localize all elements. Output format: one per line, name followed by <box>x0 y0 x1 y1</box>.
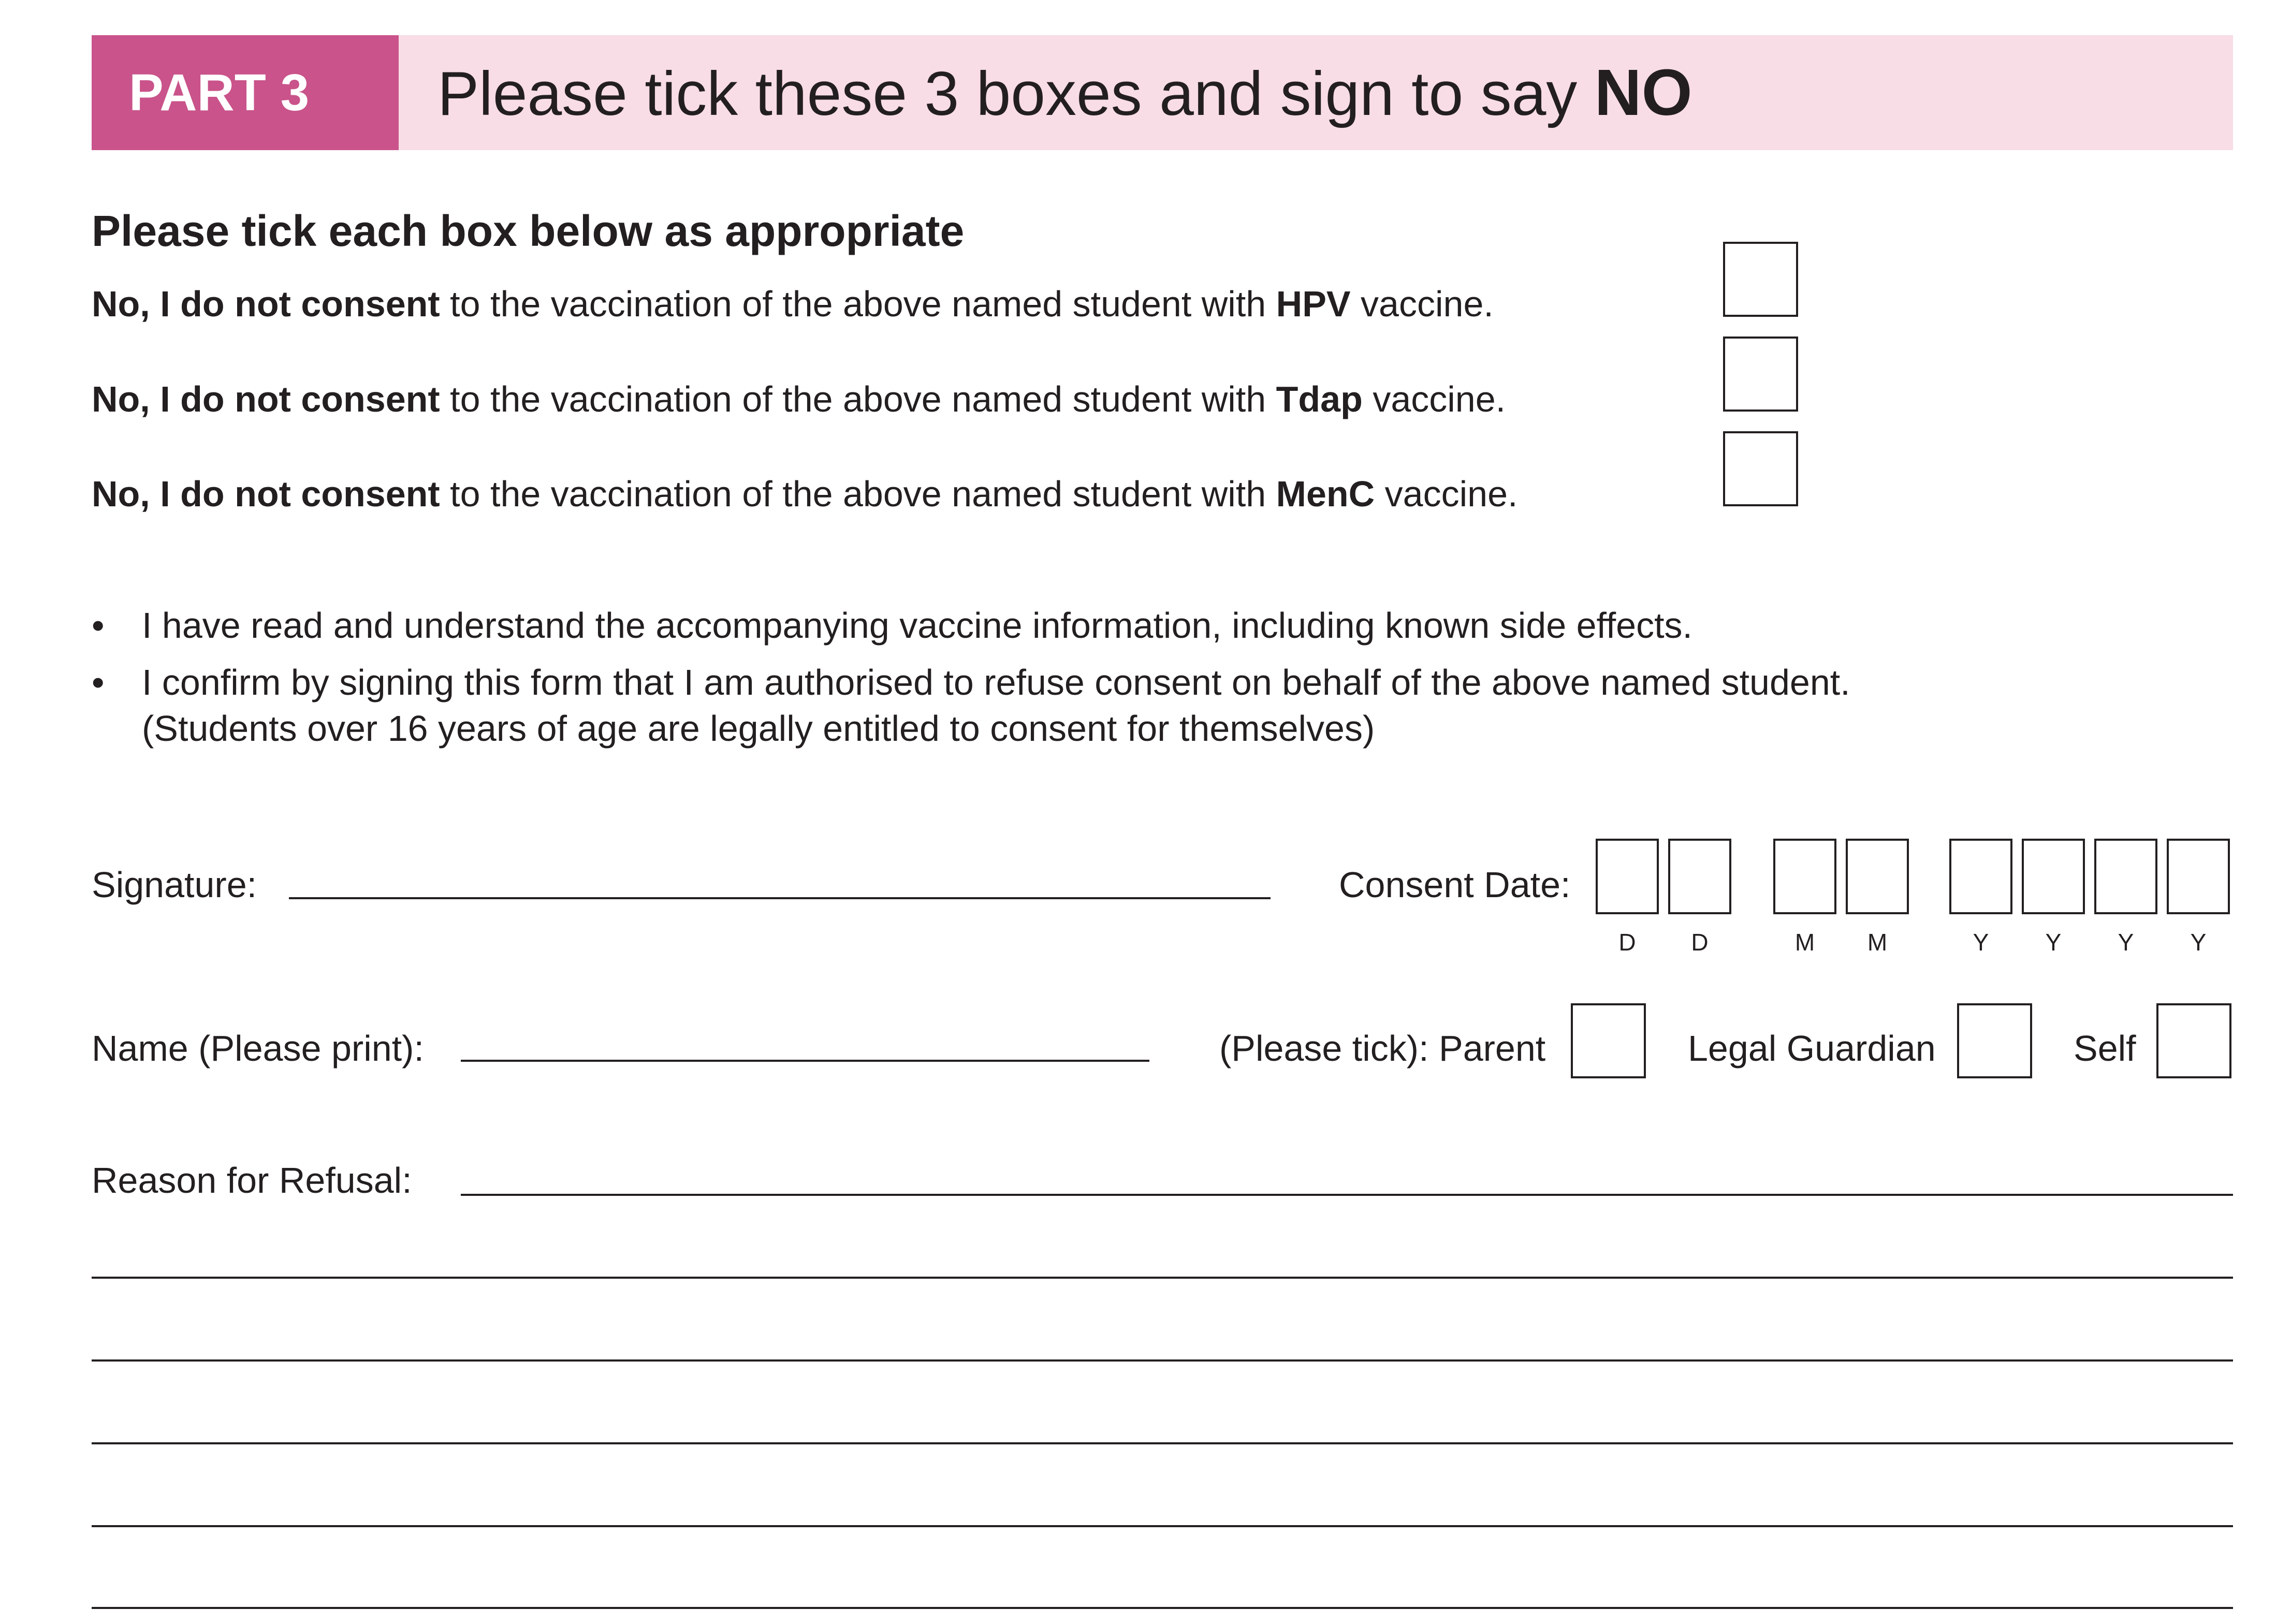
name-line[interactable] <box>461 1060 1149 1062</box>
bullet-text: I have read and understand the accompanying vaccine information, including known side effects. <box>142 605 1692 646</box>
consent-prefix: No, I do not consent <box>92 379 440 419</box>
date-letter-m1: M <box>1794 929 1815 956</box>
legal-guardian-checkbox[interactable] <box>1957 1003 2032 1078</box>
name-label: Name (Please print): <box>92 1028 424 1069</box>
consent-vaccine: Tdap <box>1276 379 1363 419</box>
date-letter-y1: Y <box>1973 929 1989 956</box>
date-year-4-box[interactable] <box>2167 839 2230 914</box>
consent-prefix: No, I do not consent <box>92 474 440 514</box>
consent-suffix: vaccine. <box>1375 474 1518 514</box>
consent-vaccine: HPV <box>1276 284 1351 324</box>
date-month-2-box[interactable] <box>1846 839 1909 914</box>
date-month-1-box[interactable] <box>1773 839 1836 914</box>
consent-middle: to the vaccination of the above named student with <box>440 379 1276 419</box>
header-title-text: Please tick these 3 boxes and sign to say <box>437 59 1595 128</box>
consent-vaccine: MenC <box>1276 474 1375 514</box>
date-letter-y4: Y <box>2190 929 2207 956</box>
bullet-icon: • <box>92 662 105 703</box>
hpv-refusal-checkbox[interactable] <box>1723 242 1798 317</box>
consent-middle: to the vaccination of the above named student with <box>440 284 1276 324</box>
date-day-1-box[interactable] <box>1596 839 1659 914</box>
consent-line-menc <box>92 473 1517 515</box>
refusal-line-3[interactable] <box>92 1359 2233 1362</box>
refusal-line-4[interactable] <box>92 1442 2233 1444</box>
bullet-icon: • <box>92 605 105 646</box>
date-letter-y3: Y <box>2118 929 2134 956</box>
bullet-text: I confirm by signing this form that I am authorised to refuse consent on behalf of the above named student. <box>142 662 1850 703</box>
consent-prefix: No, I do not consent <box>92 284 440 324</box>
consent-suffix: vaccine. <box>1362 379 1506 419</box>
date-year-2-box[interactable] <box>2022 839 2085 914</box>
date-letter-m2: M <box>1867 929 1888 956</box>
legal-guardian-label: Legal Guardian <box>1688 1028 1936 1069</box>
consent-line-tdap <box>92 378 1506 420</box>
parent-checkbox[interactable] <box>1571 1003 1646 1078</box>
header-title <box>437 35 1692 150</box>
date-day-2-box[interactable] <box>1668 839 1731 914</box>
signature-label: Signature: <box>92 865 257 905</box>
signature-line[interactable] <box>289 897 1271 899</box>
consent-suffix: vaccine. <box>1350 284 1494 324</box>
consent-line-hpv <box>92 283 1494 325</box>
refusal-line-2[interactable] <box>92 1277 2233 1279</box>
part-badge: PART 3 <box>92 35 399 150</box>
bullet-note: (Students over 16 years of age are legally entitled to consent for themselves) <box>142 708 1375 749</box>
consent-date-label: Consent Date: <box>1339 865 1571 905</box>
date-letter-d1: D <box>1618 929 1636 956</box>
menc-refusal-checkbox[interactable] <box>1723 431 1798 506</box>
relationship-prompt: (Please tick): Parent <box>1219 1028 1546 1069</box>
refusal-label: Reason for Refusal: <box>92 1160 412 1201</box>
date-letter-d2: D <box>1691 929 1709 956</box>
consent-middle: to the vaccination of the above named student with <box>440 474 1276 514</box>
header-title-emphasis: NO <box>1594 56 1692 129</box>
date-letter-y2: Y <box>2045 929 2062 956</box>
date-year-1-box[interactable] <box>1949 839 2012 914</box>
instructions-heading: Please tick each box below as appropriate <box>92 207 965 255</box>
refusal-line-5[interactable] <box>92 1525 2233 1527</box>
self-checkbox[interactable] <box>2156 1003 2231 1078</box>
date-year-3-box[interactable] <box>2094 839 2157 914</box>
self-label: Self <box>2074 1028 2136 1069</box>
refusal-line-1[interactable] <box>461 1194 2233 1196</box>
refusal-line-6[interactable] <box>92 1607 2233 1609</box>
tdap-refusal-checkbox[interactable] <box>1723 336 1798 412</box>
